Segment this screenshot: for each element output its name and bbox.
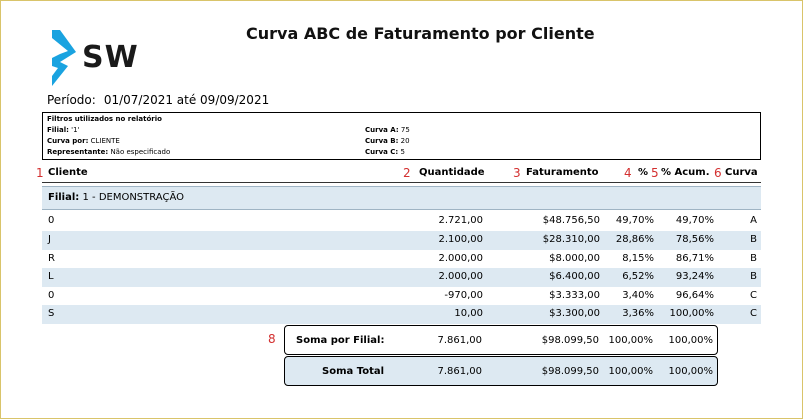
- soma-total-quantidade: 7.861,00: [437, 366, 482, 377]
- filter-curva-por: [47, 137, 120, 145]
- filter-filial-label: Filial:: [47, 126, 69, 134]
- soma-filial-acum: 100,00%: [668, 335, 713, 346]
- table-row: [42, 268, 761, 287]
- cell-pct: 3,40%: [622, 290, 654, 301]
- cell-pct: 49,70%: [615, 215, 654, 226]
- filter-curva-a-value: 75: [400, 126, 410, 134]
- cell-faturamento: $6.400,00: [549, 271, 600, 282]
- cell-cliente: 0: [48, 290, 55, 301]
- cell-acum: 96,64%: [675, 290, 714, 301]
- filters-header: Filtros utilizados no relatório: [47, 115, 162, 123]
- cell-quantidade: 10,00: [454, 308, 483, 319]
- marker-2: 2: [403, 166, 411, 180]
- cell-faturamento: $28.310,00: [542, 234, 600, 245]
- marker-5: 5: [651, 166, 659, 180]
- cell-quantidade: 2.100,00: [438, 234, 483, 245]
- cell-quantidade: -970,00: [444, 290, 483, 301]
- soma-total-faturamento: $98.099,50: [541, 366, 599, 377]
- cell-curva: C: [750, 308, 757, 319]
- filter-representante-value: Não especificado: [110, 148, 171, 156]
- periodo-value: 01/07/2021 até 09/09/2021: [103, 93, 270, 107]
- cell-cliente: R: [48, 253, 55, 264]
- col-quantidade: Quantidade: [419, 167, 485, 178]
- report-title: Curva ABC de Faturamento por Cliente: [246, 24, 595, 43]
- header-divider: [42, 182, 761, 183]
- filial-group-key: Filial:: [48, 192, 80, 203]
- filter-curva-a-label: Curva A:: [365, 126, 399, 134]
- cell-cliente: 0: [48, 215, 55, 226]
- table-row: [42, 305, 761, 324]
- soma-filial-label: Soma por Filial:: [296, 335, 385, 346]
- soma-total-label: Soma Total: [322, 366, 385, 377]
- cell-faturamento: $48.756,50: [542, 215, 600, 226]
- cell-pct: 28,86%: [615, 234, 654, 245]
- soma-filial-pct: 100,00%: [608, 335, 653, 346]
- cell-curva: B: [750, 234, 757, 245]
- cell-curva: A: [750, 215, 757, 226]
- cell-curva: C: [750, 290, 757, 301]
- cell-acum: 49,70%: [675, 215, 714, 226]
- cell-quantidade: 2.000,00: [438, 253, 483, 264]
- soma-total-acum: 100,00%: [668, 366, 713, 377]
- col-pct: %: [638, 167, 649, 178]
- table-row: [42, 231, 761, 250]
- cell-pct: 6,52%: [622, 271, 654, 282]
- filter-curva-b-value: 20: [400, 137, 410, 145]
- cell-faturamento: $8.000,00: [549, 253, 600, 264]
- filter-curva-b-label: Curva B:: [365, 137, 399, 145]
- marker-4: 4: [624, 166, 632, 180]
- marker-6: 6: [714, 166, 722, 180]
- logo-text: SW: [82, 40, 139, 75]
- col-acum: % Acum.: [661, 167, 710, 178]
- cell-acum: 78,56%: [675, 234, 714, 245]
- table-row: [42, 250, 761, 269]
- cell-cliente: L: [48, 271, 54, 282]
- filter-curva-por-label: Curva por:: [47, 137, 89, 145]
- company-logo: [50, 30, 160, 86]
- filter-representante: [47, 148, 170, 156]
- cell-acum: 86,71%: [675, 253, 714, 264]
- filial-group-value: 1 - DEMONSTRAÇÃO: [82, 192, 184, 203]
- col-faturamento: Faturamento: [526, 167, 599, 178]
- filters-box: [42, 112, 761, 160]
- filial-group-label: [48, 192, 184, 203]
- soma-filial-faturamento: $98.099,50: [541, 335, 599, 346]
- cell-faturamento: $3.333,00: [549, 290, 600, 301]
- cell-curva: B: [750, 253, 757, 264]
- soma-total-pct: 100,00%: [608, 366, 653, 377]
- cell-quantidade: 2.721,00: [438, 215, 483, 226]
- table-row: [42, 212, 761, 231]
- cell-cliente: S: [48, 308, 55, 319]
- marker-8: 8: [268, 332, 276, 346]
- cell-cliente: J: [48, 234, 51, 245]
- soma-total-box: [284, 356, 718, 386]
- filter-curva-c: [365, 148, 405, 156]
- table-row: [42, 287, 761, 306]
- filter-curva-a: [365, 126, 410, 134]
- filter-curva-c-label: Curva C:: [365, 148, 399, 156]
- periodo-label: Período:: [47, 93, 96, 107]
- filter-representante-label: Representante:: [47, 148, 109, 156]
- cell-acum: 100,00%: [669, 308, 714, 319]
- soma-filial-quantidade: 7.861,00: [437, 335, 482, 346]
- col-curva: Curva: [725, 167, 758, 178]
- soma-por-filial-box: [284, 325, 718, 355]
- cell-faturamento: $3.300,00: [549, 308, 600, 319]
- filter-curva-c-value: 5: [400, 148, 405, 156]
- marker-1: 1: [36, 166, 44, 180]
- cell-quantidade: 2.000,00: [438, 271, 483, 282]
- periodo: [47, 93, 277, 107]
- cell-pct: 8,15%: [622, 253, 654, 264]
- filter-curva-b: [365, 137, 410, 145]
- filter-filial-value: '1': [71, 126, 80, 134]
- col-cliente: Cliente: [48, 167, 88, 178]
- filter-filial: [47, 126, 79, 134]
- cell-acum: 93,24%: [675, 271, 714, 282]
- cell-pct: 3,36%: [622, 308, 654, 319]
- marker-3: 3: [513, 166, 521, 180]
- filial-group-header: [42, 186, 761, 210]
- filter-curva-por-value: CLIENTE: [90, 137, 120, 145]
- cell-curva: B: [750, 271, 757, 282]
- sw-logo-icon: [50, 30, 82, 86]
